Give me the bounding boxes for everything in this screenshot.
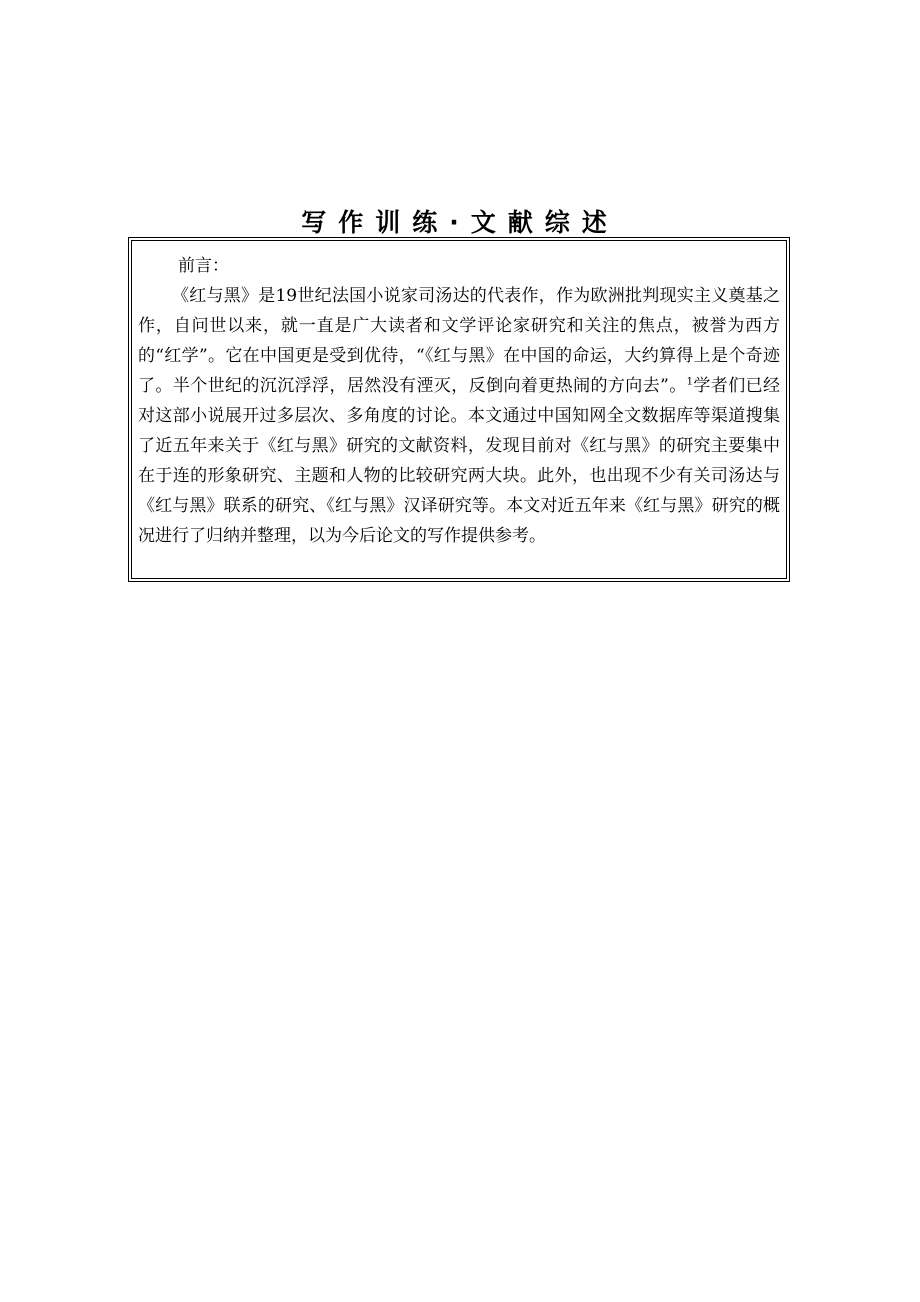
preface-text-part2: 学者们已经对这部小说展开过多层次、多角度的讨论。本文通过中国知网全文数据库等渠道搜集了近五年来关于《红与黑》研究的文献资料，发现目前对《红与黑》的研究主要集中在于连的形象研究、主题和人物的比较研究两大块。此外，也出现不少有关司汤达与《红与黑》联系的研究、《红与黑》汉译研究等。本文对近五年来《红与黑》研究的概况进行了归纳并整理，以为今后论文的写作提供参考。 [138,376,781,546]
preface-box [128,237,790,582]
preface-box-inner [131,240,787,579]
footnote-reference[interactable]: 1 [686,376,693,388]
preface-label: 前言： [178,256,229,276]
preface-text-part1: 《红与黑》是19世纪法国小说家司汤达的代表作，作为欧洲批判现实主义奠基之作，自问世以来，就一直是广大读者和文学评论家研究和关注的焦点，被誉为西方的“红学”。它在中国更是受到优待，“《红与黑》在中国的命运，大约算得上是个奇迹了。半个世纪的沉沉浮浮，居然没有湮灭，反倒向着更热闹的方向去”。 [138,286,780,396]
page-title: 写作训练·文献综述 [301,208,619,237]
preface-paragraph [138,281,780,551]
